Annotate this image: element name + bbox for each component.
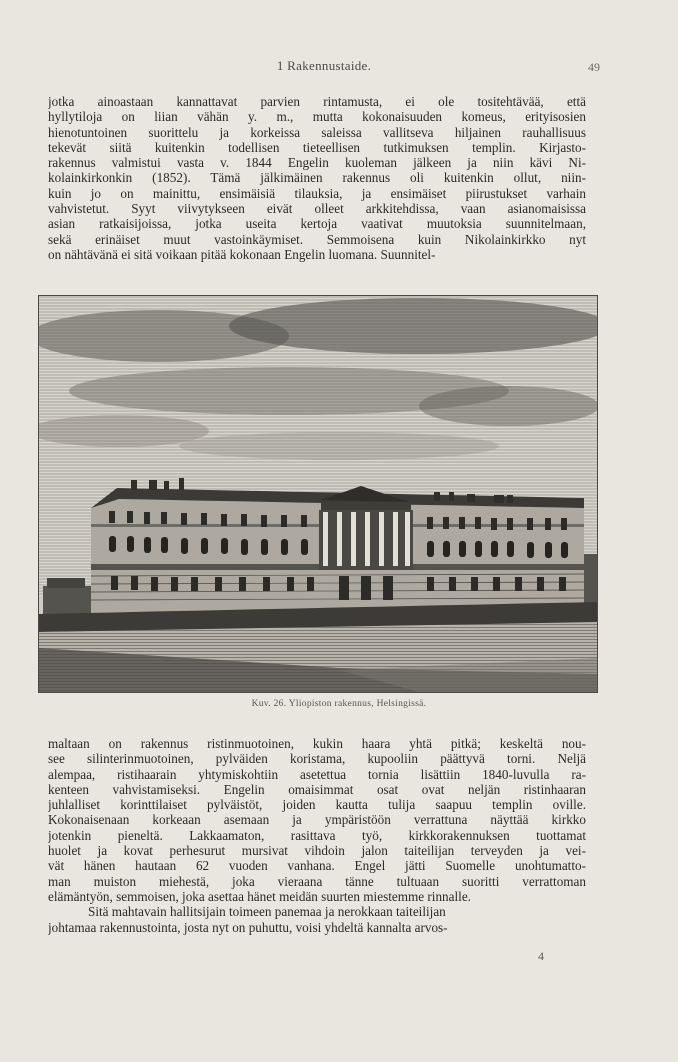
text-line: tekevät siitä kuitenkin todellisen tieteellisen tutkimuksen templin. Kirjasto- bbox=[48, 139, 586, 155]
text-line: see silinterinmuotoinen, pylväiden koristama, kupooliin päättyvä torni. Neljä bbox=[48, 751, 586, 767]
paragraph-bottom bbox=[48, 736, 586, 935]
text-line: sekä erinäiset muut vastoinkäymiset. Semmoisena kuin Nikolainkirkko nyt bbox=[48, 231, 586, 247]
text-line: kenteen vahvistamiseksi. Engelin omaisimmat osat ovat neljän ristinhaaran bbox=[48, 781, 586, 797]
text-line: jotka ainoastaan kannattavat parvien rintamusta, ei ole tositehtävää, että bbox=[48, 94, 586, 109]
text-line: kuin jo on mainittu, ensimäisiä tilauksia, ja ensimäiset piirustukset varhain bbox=[48, 185, 586, 201]
text-line: vahvistetut. Syyt viivytykseen eivät olleet arkkitehdissa, vaan asianomaisissa bbox=[48, 201, 586, 217]
text-line: vät hänen hautaan 62 vuoden vanhana. Engel jätti Suomelle unohtumatto- bbox=[48, 858, 586, 874]
text-line: maltaan on rakennus ristinmuotoinen, kukin haara yhtä pitkä; keskeltä nou- bbox=[48, 736, 586, 751]
text-line: hyllytiloja on liian vähän y. m., mutta kokonaisuuden komeus, erityisosien bbox=[48, 109, 586, 125]
chapter-title: 1 Rakennustaide. bbox=[276, 58, 372, 73]
text-line: asian ratkaisijoissa, jotka useita kertoja vaativat muutoksia suunnitelmaan, bbox=[48, 216, 586, 232]
text-line: huolet ja kovat perhesurut mursivat vihdoin jalon taiteilijan terveyden ja vei- bbox=[48, 843, 586, 859]
text-line: johtamaa rakennustointa, josta nyt on puhuttu, voisi yhdeltä kannalta arvos- bbox=[48, 919, 448, 935]
text-line: Kokonaisenaan korkeaan asemaan ja ympäristöön verrattuna näyttää kirkko bbox=[48, 812, 586, 828]
text-line: man muiston miehestä, joka vieraana tänne tultuaan suoritti verrattoman bbox=[48, 873, 586, 889]
text-line: alempaa, ristihaarain yhtymiskohtiin asetettua tornia lisättiin 1840-luvulla ra- bbox=[48, 766, 586, 782]
text-line: Sitä mahtavain hallitsijain toimeen panemaa ja nerokkaan taiteilijan bbox=[88, 904, 446, 920]
paragraph-top bbox=[48, 94, 586, 262]
text-line: kolainkirkonkin (1852). Tämä jälkimäinen rakennus oli kuitenkin ollut, niin- bbox=[48, 170, 586, 186]
figure-caption: Kuv. 26. Yliopiston rakennus, Helsingissä. bbox=[251, 699, 427, 709]
text-line: rakennus valmistui vasta v. 1844 Engelin kuoleman jälkeen ja niin kävi Ni- bbox=[48, 155, 586, 171]
text-line: jotenkin pieneltä. Lakkaamaton, rasittava työ, kirkkorakennuksen tuottamat bbox=[48, 827, 586, 843]
text-line: juhlalliset korinttilaiset pylväistöt, joiden kautta tulija saapuu templin oville. bbox=[48, 797, 586, 813]
university-building-engraving bbox=[38, 295, 598, 693]
engraving-illustration bbox=[39, 296, 597, 692]
running-header bbox=[48, 58, 600, 80]
page-number: 49 bbox=[588, 60, 600, 74]
text-line: on nähtävänä ei sitä voikaan pitää kokonaan Engelin luomana. Suunnitel- bbox=[48, 246, 436, 262]
text-line: hienotuntoinen suorittelu ja korkeissa saleissa vallitseva hiljainen rauhallisuus bbox=[48, 124, 586, 140]
text-line: elämäntyön, semmoisen, joka asettaa hänet meidän suurten miestemme rinnalle. bbox=[48, 888, 471, 904]
signature-mark: 4 bbox=[538, 949, 544, 963]
